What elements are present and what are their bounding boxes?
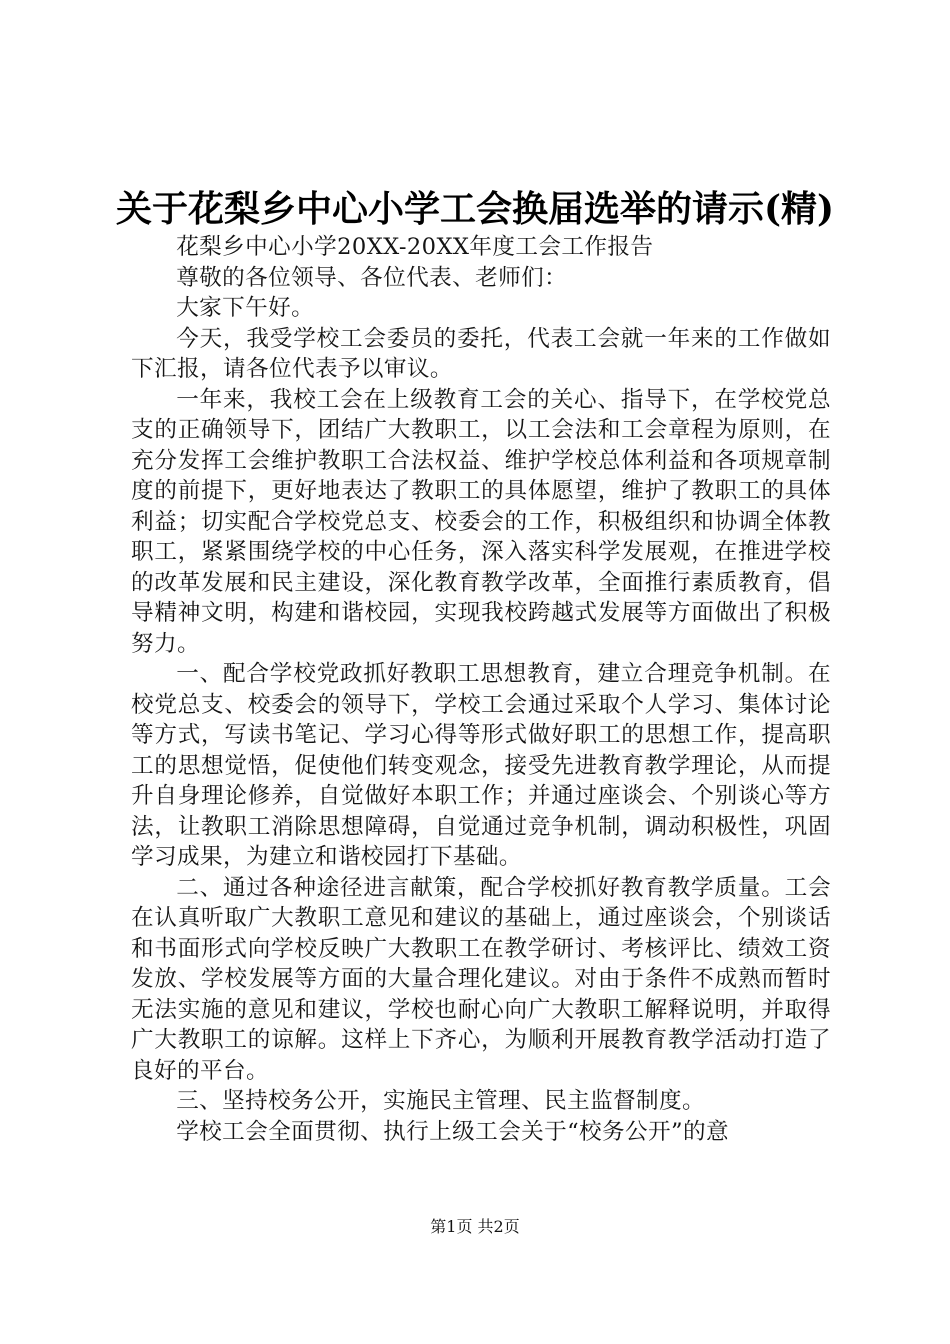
document-title: 关于花梨乡中心小学工会换届选举的请示(精) — [115, 188, 835, 230]
salutation: 尊敬的各位领导、各位代表、老师们： — [176, 264, 568, 291]
paragraph-overview: 一年来，我校工会在上级教育工会的关心、指导下，在学校党总支的正确领导下，团结广大教职工，以工会法和工会章程为原则，在充分发挥工会维护教职工合法权益、维护学校总体利益和各项规章制度的前提下，更好地表达了教职工的具体愿望，维护了教职工的具体利益；切实配合学校党总支、校委会的工作，积极组织和协调全体教职工，紧紧围绕学校的中心任务，深入落实科学发展观，在推进学校的改革发展和民主建设，深化教育教学改革，全面推行素质教育，倡导精神文明，构建和谐校园，实现我校跨越式发展等方面做出了积极努力。 — [131, 386, 831, 657]
section-3-heading: 三、坚持校务公开，实施民主管理、民主监督制度。 — [176, 1088, 706, 1114]
document-body — [131, 232, 831, 1147]
paragraph-section-1: 一、配合学校党政抓好教职工思想教育，建立合理竞争机制。在校党总支、校委会的领导下，学校工会通过采取个人学习、集体讨论等方式，写读书笔记、学习心得等形式做好职工的思想工作，提高职工的思想觉悟，促使他们转变观念，接受先进教育教学理论，从而提升自身理论修养，自觉做好本职工作；并通过座谈会、个别谈心等方法，让教职工消除思想障碍，自觉通过竞争机制，调动积极性，巩固学习成果，为建立和谐校园打下基础。 — [131, 661, 831, 870]
paragraph-intro: 今天，我受学校工会委员的委托，代表工会就一年来的工作做如下汇报，请各位代表予以审议。 — [131, 325, 831, 382]
paragraph-section-3: 学校工会全面贯彻、执行上级工会关于“校务公开”的意 — [176, 1118, 729, 1145]
greeting: 大家下午好。 — [176, 295, 315, 321]
page-number: 第1页 共2页 — [430, 1217, 520, 1236]
report-heading: 花梨乡中心小学20XX-20XX年度工会工作报告 — [176, 234, 654, 260]
paragraph-section-2: 二、通过各种途径进言献策，配合学校抓好教育教学质量。工会在认真听取广大教职工意见和建议的基础上，通过座谈会，个别谈话和书面形式向学校反映广大教职工在教学研讨、考核评比、绩效工资发放、学校发展等方面的大量合理化建议。对由于条件不成熟而暂时无法实施的意见和建议，学校也耐心向广大教职工解释说明，并取得广大教职工的谅解。这样上下齐心，为顺利开展教育教学活动打造了良好的平台。 — [131, 874, 831, 1084]
